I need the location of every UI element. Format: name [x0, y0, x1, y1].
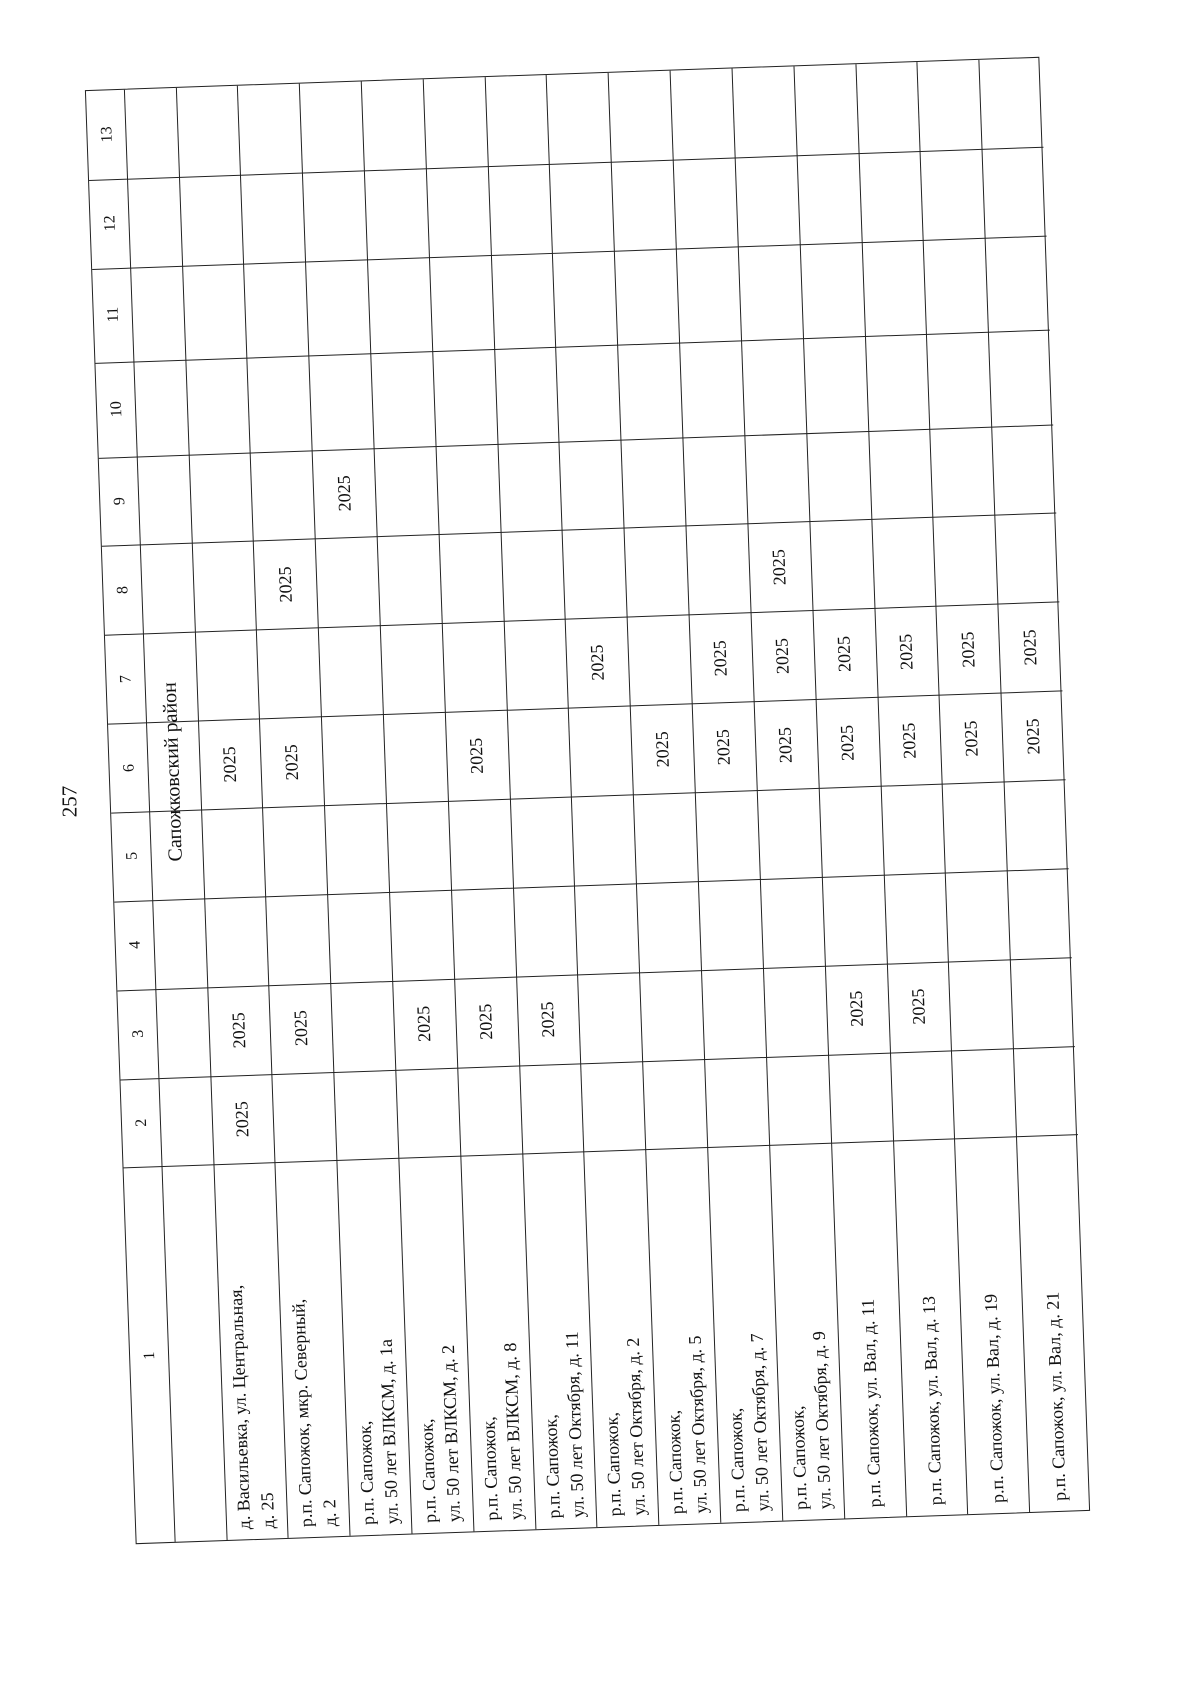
column-number: 12 [100, 215, 119, 232]
address-cell: р.п. Сапожок, [354, 1420, 379, 1526]
column-separator-line [124, 1134, 1078, 1168]
year-cell: 2025 [289, 1009, 312, 1047]
address-cell: ул. 50 лет ВЛКСМ, д. 2 [437, 1344, 464, 1523]
year-cell: 2025 [465, 737, 488, 774]
row-separator-line [546, 75, 598, 1527]
row-separator-line [484, 77, 536, 1529]
address-cell: р.п. Сапожок, мкр. Северный, [288, 1298, 317, 1528]
address-cell: р.п. Сапожок, ул. Вал, д. 21 [1042, 1291, 1070, 1502]
year-cell: 2025 [537, 1001, 559, 1038]
column-separator-line [108, 690, 1062, 724]
address-cell: р.п. Сапожок, [539, 1414, 564, 1519]
address-cell: д. 25 [257, 1492, 279, 1529]
year-cell: 2025 [907, 988, 929, 1025]
year-cell: 2025 [218, 745, 241, 783]
column-separator-line [102, 513, 1056, 547]
column-separator-line [120, 1046, 1074, 1080]
address-cell: р.п. Сапожок, [478, 1416, 502, 1522]
district-heading: Сапожковский район [159, 682, 188, 863]
column-separator-line [114, 868, 1068, 902]
column-separator-line [111, 779, 1065, 813]
year-cell: 2025 [231, 1100, 253, 1138]
column-number: 8 [113, 585, 132, 595]
column-number: 5 [123, 852, 141, 861]
column-separator-line [89, 147, 1043, 181]
column-separator-line [99, 424, 1053, 458]
year-cell: 2025 [895, 633, 917, 670]
address-cell: р.п. Сапожок, ул. Вал, д. 11 [857, 1298, 885, 1508]
address-cell: р.п. Сапожок, [416, 1418, 441, 1524]
address-cell: ул. 50 лет ВЛКСМ, д. 1а [375, 1338, 403, 1525]
year-cell: 2025 [413, 1005, 435, 1043]
year-cell: 2025 [833, 635, 855, 672]
year-cell: 2025 [1018, 628, 1041, 666]
address-cell: р.п. Сапожок, [787, 1405, 811, 1511]
year-cell: 2025 [228, 1012, 250, 1049]
column-number: 4 [126, 940, 144, 950]
column-number: 10 [107, 401, 126, 418]
year-cell: 2025 [845, 990, 868, 1028]
year-cell: 2025 [1021, 717, 1044, 755]
address-cell: ул. 50 лет Октября, д. 7 [746, 1333, 773, 1512]
column-number: 11 [104, 306, 122, 323]
year-cell: 2025 [957, 630, 979, 668]
year-cell: 2025 [768, 548, 790, 586]
row-separator-line [608, 73, 660, 1525]
year-cell: 2025 [713, 728, 735, 766]
address-cell: р.п. Сапожок, ул. Вал, д. 19 [980, 1293, 1009, 1504]
year-cell: 2025 [960, 719, 982, 757]
column-number: 13 [97, 126, 116, 144]
column-number: 3 [129, 1029, 147, 1039]
year-cell: 2025 [651, 730, 673, 768]
column-separator-line [105, 602, 1059, 636]
column-number: 7 [117, 674, 135, 683]
column-separator-line [117, 957, 1071, 991]
address-cell: р.п. Сапожок, ул. Вал, д. 13 [918, 1295, 947, 1506]
address-cell: ул. 50 лет Октября, д. 11 [561, 1331, 588, 1519]
page-number: 257 [57, 785, 82, 818]
year-cell: 2025 [586, 643, 608, 681]
address-cell: ул. 50 лет Октября, д. 2 [623, 1337, 650, 1516]
row-separator-line [423, 79, 475, 1531]
column-number: 6 [120, 763, 138, 772]
column-number: 1 [140, 1351, 158, 1361]
row-separator-line [731, 68, 783, 1520]
row-separator-line [670, 71, 722, 1523]
year-cell: 2025 [274, 565, 296, 603]
address-cell: р.п. Сапожок, [601, 1411, 626, 1517]
address-cell: ул. 50 лет Октября, д. 5 [684, 1335, 712, 1514]
year-cell: 2025 [709, 639, 732, 677]
address-cell: д. Васильевка, ул. Центральная, [226, 1284, 255, 1530]
column-separator-line [92, 235, 1046, 269]
row-separator-line [793, 66, 845, 1518]
year-cell: 2025 [836, 724, 858, 761]
address-cell: ул. 50 лет Октября, д. 9 [808, 1330, 835, 1510]
column-separator-line [95, 330, 1049, 364]
address-cell: р.п. Сапожок, [725, 1407, 749, 1513]
year-cell: 2025 [774, 726, 797, 763]
year-cell: 2025 [475, 1003, 497, 1041]
address-cell: д. 2 [319, 1498, 341, 1527]
address-cell: р.п. Сапожок, [663, 1409, 688, 1515]
row-separator-line [361, 81, 413, 1533]
column-number: 2 [132, 1118, 150, 1128]
year-cell: 2025 [898, 721, 920, 759]
year-cell: 2025 [280, 743, 302, 781]
address-cell: ул. 50 лет ВЛКСМ, д. 8 [499, 1342, 526, 1521]
column-number: 9 [110, 496, 129, 506]
year-cell: 2025 [771, 637, 794, 675]
data-table [85, 57, 1090, 1544]
year-cell: 2025 [333, 474, 355, 512]
